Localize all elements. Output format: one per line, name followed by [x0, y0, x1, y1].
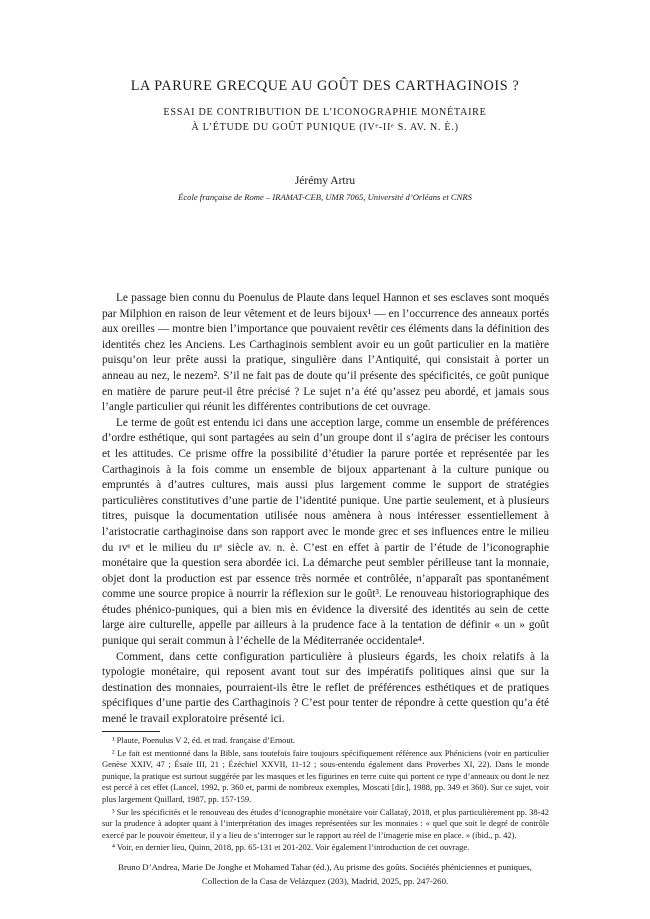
author-name: Jérémy Artru: [294, 175, 356, 187]
paragraph-1: Le passage bien connu du Poenulus de Plaute dans lequel Hannon et ses esclaves sont moqués par Milphion en raison de leur vêtement et de leurs bijoux¹ — en l’occurrence des anneaux portés aux oreilles — montre bien l’importance que pouvaient revêtir ces éléments dans la définition des identités chez les Anciens. Les Carthaginois semblent avoir eu un goût particulier en la matière puisqu’on leur prête aussi la pratique, singulière dans l’Antiquité, qui consistait à porter un anneau au nez, le nezem². S’il ne fait pas de doute qu’il présente des spécificités, ce goût punique en matière de parure peut-il être précisé ? Le sujet n’a été qu’assez peu abordé, et jamais sous l’angle particulier qui réunit les différentes contributions de cet ouvrage.: [102, 292, 549, 414]
footnotes: [102, 735, 549, 855]
author-affiliation: École française de Rome – IRAMAT-CEB, UMR 7065, Université d’Orléans et CNRS: [178, 192, 472, 202]
footnote-3: ³ Sur les spécificités et le renouveau des études d’iconographie monétaire voir Callataÿ, 2018, et plus particulièrement pp. 38-42 sur la prudence à adopter quant à l’interprétation des images représentées sur les monnaies : « quel que soit le degré de contrôle exercé par le pouvoir émetteur, il y a lieu de s’interroger sur le rapport au réel de l’imagerie mise en place. » (ibid., p. 42).: [102, 806, 549, 840]
footnote-4: ⁴ Voir, en dernier lieu, Quinn, 2018, pp. 65-131 et 201-202. Voir également l’introduction de cet ouvrage.: [112, 842, 470, 853]
footer-citation-line-2: Collection de la Casa de Velázquez (203), Madrid, 2025, pp. 247-260.: [201, 876, 449, 886]
article-subtitle: [0, 105, 650, 135]
body-text: [102, 291, 549, 728]
subtitle-line-2: À L’ÉTUDE DU GOÛT PUNIQUE (IVᵉ-IIᵉ S. AV. N. È.): [191, 122, 459, 133]
paragraph-3: Comment, dans cette configuration particulière à plusieurs égards, les choix relatifs à la typologie monétaire, qui reposent avant tout sur des impératifs politiques ainsi que sur la destination des monnaies, pourraient-ils être le reflet de préférences esthétiques et de pratiques spécifiques d’une partie des Carthaginois ? C’est pour tenter de répondre à cette question qu’a été mené le travail exploratoire présenté ici.: [102, 650, 549, 726]
page-footer: [0, 860, 650, 888]
subtitle-line-1: ESSAI DE CONTRIBUTION DE L’ICONOGRAPHIE MONÉTAIRE: [163, 107, 487, 118]
paragraph-2: Le terme de goût est entendu ici dans une acception large, comme un ensemble de préférences d’ordre esthétique, qui sont partagées au sein d’un groupe dont il s’agira de préciser les contours et les attitudes. Ce prisme offre la possibilité d’étudier la parure portée et représentée par les Carthaginois à la fois comme un ensemble de bijoux appartenant à la culture punique ou empruntés à d’autres cultures, mais aussi plus largement comme le support de stratégies particulières constitutives d’une partie de l’identité punique. Une partie seulement, et à plusieurs titres, puisque la documentation utilisée nous amènera à nous intéresser essentiellement à l’aristocratie carthaginoise dans son rapport avec le monde grec et ses influences entre le milieu du ɪᴠᵉ et le milieu du ɪɪᵉ siècle av. n. è. C’est en effet à partir de l’étude de l’iconographie monétaire que la question sera abordée ici. La démarche peut sembler périlleuse tant la monnaie, objet dont la production est par essence très normée et contrôlée, n’apparaît pas spontanément comme une source propice à nourrir la réflexion sur le goût³. Le renouveau historiographique des études phénico-puniques, qui a bien mis en évidence la diversité des identités au sein de cette large aire culturelle, appelle par ailleurs à la prudence face à la tentation de définir « un » goût punique qui serait commun à l’échelle de la Méditerranée occidentale⁴.: [102, 416, 549, 648]
article-title: LA PARURE GRECQUE AU GOÛT DES CARTHAGINOIS ?: [130, 78, 520, 94]
footnote-1: ¹ Plaute, Poenulus V 2, éd. et trad. française d’Ernout.: [112, 735, 296, 745]
footnote-2: ² Le fait est mentionné dans la Bible, sans toutefois faire toujours spécifiquement référence aux Phéniciens (voir en particulier Genèse XXIV, 47 ; Ésaïe III, 21 ; Ézéchiel XXVII, 11-12 ; sous-entendu également dans Proverbes XI, 22). Dans le monde punique, la pratique est surtout suggérée par les masques et les figurines en terre cuite qui portent ce type d’anneaux ou dont le nez est percé à cet effet (Lancel, 1992, p. 360 et, parmi de nombreux exemples, Moscati [dir.], 1988, pp. 349 et 360). Sur ce sujet, voir plus largement Quillard, 1987, pp. 157-159.: [102, 747, 549, 804]
footer-citation-line-1: Bruno D’Andrea, Marie De Jonghe et Mohamed Tahar (éd.), Au prisme des goûts. Sociétés phéniciennes et puniques,: [118, 862, 532, 872]
footnote-divider: [102, 731, 160, 732]
